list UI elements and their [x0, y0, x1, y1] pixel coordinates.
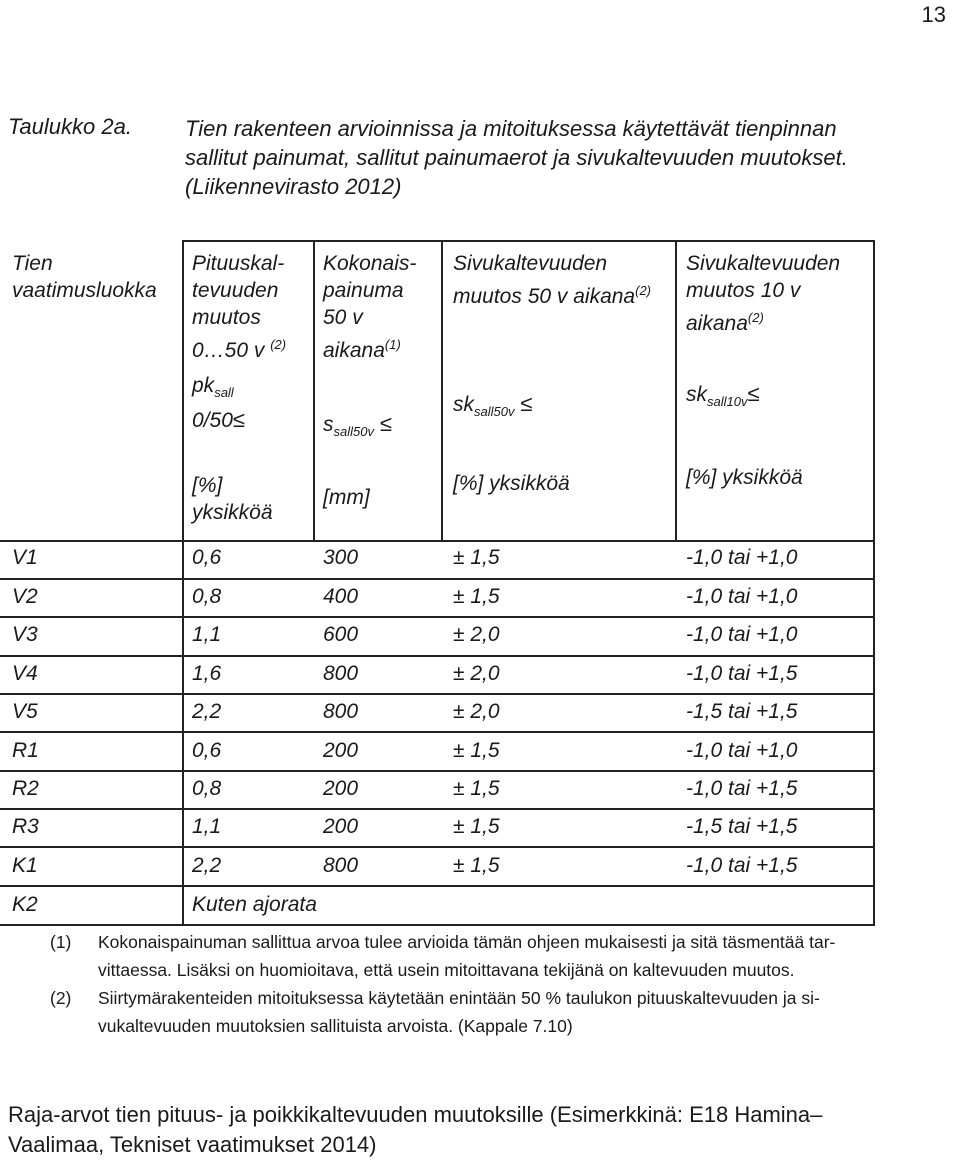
cell-sk50: ± 1,5 — [453, 739, 500, 762]
cell-pk: 0,6 — [192, 546, 222, 569]
cell-s: 800 — [323, 700, 359, 723]
grid-line — [0, 731, 875, 733]
cell-s: 600 — [323, 623, 359, 646]
header-line: Sivukaltevuuden — [453, 252, 608, 275]
cell-sk10: -1,0 tai +1,5 — [686, 777, 798, 800]
header-line: vaatimusluokka — [12, 279, 157, 302]
symbol-line — [192, 372, 245, 406]
cell-class: V4 — [12, 662, 38, 685]
grid-line — [0, 924, 875, 926]
header-sk10 — [686, 250, 840, 337]
table-footnotes — [0, 928, 960, 1040]
cell-class: V1 — [12, 546, 38, 569]
cell-pk: 0,8 — [192, 777, 222, 800]
section-line: Vaalimaa, Tekniset vaatimukset 2014) — [8, 1132, 377, 1157]
grid-line — [0, 578, 875, 580]
symbol-pk — [192, 372, 245, 434]
cell-sk50: ± 2,0 — [453, 700, 500, 723]
cell-class: V2 — [12, 585, 38, 608]
footnote-line: vittaessa. Lisäksi on huomioitava, että usein mitoittavana tekijänä on kaltevuuden muutos. — [98, 960, 795, 980]
footnote-ref: (2) — [747, 310, 764, 325]
cell-span: Kuten ajorata — [192, 893, 317, 916]
header-line: muutos — [192, 306, 261, 329]
symbol-s — [323, 410, 392, 445]
cell-pk: 2,2 — [192, 700, 222, 723]
grid-line — [0, 846, 875, 848]
cell-class: V5 — [12, 700, 38, 723]
le-symbol: ≤ — [379, 411, 392, 436]
cell-sk10: -1,5 tai +1,5 — [686, 700, 798, 723]
cell-sk10: -1,0 tai +1,0 — [686, 546, 798, 569]
cell-s: 200 — [323, 815, 359, 838]
cell-sk10: -1,0 tai +1,0 — [686, 739, 798, 762]
unit-sk10 — [686, 464, 803, 491]
cell-pk: 1,1 — [192, 623, 222, 646]
grid-line — [313, 240, 315, 542]
cell-sk10: -1,0 tai +1,0 — [686, 585, 798, 608]
page-number: 13 — [921, 2, 946, 27]
symbol-main: sk — [453, 393, 474, 416]
cell-s: 200 — [323, 777, 359, 800]
header-line: Kokonais- — [323, 252, 417, 275]
symbol-main: pk — [192, 374, 215, 397]
cell-s: 300 — [323, 546, 359, 569]
cell-sk50: ± 1,5 — [453, 546, 500, 569]
header-text: aikana — [686, 312, 748, 335]
footnote-ref: (1) — [384, 337, 401, 352]
unit-s — [323, 484, 370, 511]
unit-sk50 — [453, 470, 570, 497]
header-class — [12, 250, 157, 304]
cell-sk10: -1,0 tai +1,5 — [686, 662, 798, 685]
cell-s: 800 — [323, 662, 359, 685]
footnote-number: (2) — [50, 988, 72, 1008]
grid-line — [0, 885, 875, 887]
header-line: Tien — [12, 252, 53, 275]
grid-line — [675, 240, 677, 542]
section-line: Raja-arvot tien pituus- ja poikkikaltevuuden muutoksille (Esimerkkinä: E18 Hamina– — [8, 1102, 823, 1127]
header-s — [323, 250, 416, 364]
unit-line: [%] yksikköä — [686, 466, 803, 489]
symbol-sub: sall50v — [333, 424, 374, 440]
header-text: muutos 50 v aikana — [453, 285, 636, 308]
table-caption — [185, 114, 945, 201]
cell-sk50: ± 1,5 — [453, 585, 500, 608]
cell-class: R3 — [12, 815, 39, 838]
unit-line: [%] yksikköä — [453, 472, 570, 495]
caption-line: (Liikennevirasto 2012) — [185, 174, 402, 199]
grid-line — [441, 240, 443, 542]
cell-sk10: -1,0 tai +1,5 — [686, 854, 798, 877]
cell-class: R2 — [12, 777, 39, 800]
symbol-main: s — [323, 413, 334, 436]
cell-s: 200 — [323, 739, 359, 762]
footnote-ref: (2) — [270, 337, 287, 352]
symbol-sub: sall — [214, 385, 234, 401]
unit-line: [mm] — [323, 486, 370, 509]
header-text: 0…50 v — [192, 339, 265, 362]
symbol-sub: sall10v — [707, 394, 748, 410]
section-text — [8, 1100, 822, 1160]
cell-sk10: -1,5 tai +1,5 — [686, 815, 798, 838]
le-symbol: ≤ — [520, 391, 533, 416]
header-line: Pituuskal- — [192, 252, 285, 275]
cell-class: K2 — [12, 893, 38, 916]
footnote — [0, 984, 960, 1040]
cell-sk50: ± 1,5 — [453, 854, 500, 877]
grid-line — [0, 655, 875, 657]
header-line: Sivukaltevuuden — [686, 252, 841, 275]
cell-s: 400 — [323, 585, 359, 608]
unit-line: yksikköä — [192, 501, 273, 524]
header-text: aikana — [323, 339, 385, 362]
cell-pk: 1,6 — [192, 662, 222, 685]
symbol-sk10 — [686, 380, 760, 415]
cell-class: K1 — [12, 854, 38, 877]
cell-sk50: ± 1,5 — [453, 815, 500, 838]
grid-line — [873, 240, 875, 926]
unit-pk — [192, 472, 273, 526]
symbol-main: sk — [686, 383, 707, 406]
footnote-number: (1) — [50, 932, 72, 952]
footnote-line: Kokonaispainuman sallittua arvoa tulee arvioida tämän ohjeen mukaisesti ja sitä täsmentää tar- — [98, 932, 836, 952]
symbol-tail: 0/50 — [192, 409, 233, 433]
symbol-sk50 — [453, 390, 532, 425]
caption-line: Tien rakenteen arvioinnissa ja mitoituksessa käytettävät tienpinnan — [185, 116, 837, 141]
table-caption-label: Taulukko 2a. — [8, 114, 132, 139]
header-line — [686, 304, 840, 337]
grid-line — [0, 808, 875, 810]
cell-pk: 1,1 — [192, 815, 222, 838]
cell-s: 800 — [323, 854, 359, 877]
symbol-line — [192, 406, 245, 434]
header-line: painuma — [323, 279, 404, 302]
header-line: tevuuden — [192, 279, 279, 302]
cell-pk: 2,2 — [192, 854, 222, 877]
le-symbol: ≤ — [232, 407, 245, 433]
cell-sk50: ± 2,0 — [453, 662, 500, 685]
symbol-sub: sall50v — [474, 404, 515, 420]
header-line — [192, 331, 286, 364]
le-symbol: ≤ — [747, 381, 760, 406]
cell-sk50: ± 1,5 — [453, 777, 500, 800]
footnote-ref: (2) — [635, 283, 651, 298]
footnote-line: vukaltevuuden muutoksien sallituista arvoista. (Kappale 7.10) — [98, 1016, 573, 1036]
header-pk — [192, 250, 286, 364]
grid-line — [182, 240, 184, 924]
cell-class: R1 — [12, 739, 39, 762]
unit-line: [%] — [192, 474, 223, 497]
footnote — [0, 928, 960, 984]
cell-class: V3 — [12, 623, 38, 646]
grid-line — [182, 240, 875, 242]
cell-pk: 0,8 — [192, 585, 222, 608]
header-line: 50 v — [323, 306, 363, 329]
cell-sk50: ± 2,0 — [453, 623, 500, 646]
header-sk50 — [453, 250, 651, 310]
grid-line — [0, 540, 875, 542]
grid-line — [0, 616, 875, 618]
header-line — [323, 331, 416, 364]
header-line: muutos 10 v — [686, 279, 801, 302]
cell-sk10: -1,0 tai +1,0 — [686, 623, 798, 646]
cell-pk: 0,6 — [192, 739, 222, 762]
grid-line — [0, 770, 875, 772]
caption-line: sallitut painumat, sallitut painumaerot ja sivukaltevuuden muutokset. — [185, 145, 848, 170]
header-line — [453, 277, 651, 310]
grid-line — [0, 693, 875, 695]
footnote-line: Siirtymärakenteiden mitoituksessa käytetään enintään 50 % taulukon pituuskaltevuuden ja si- — [98, 988, 820, 1008]
